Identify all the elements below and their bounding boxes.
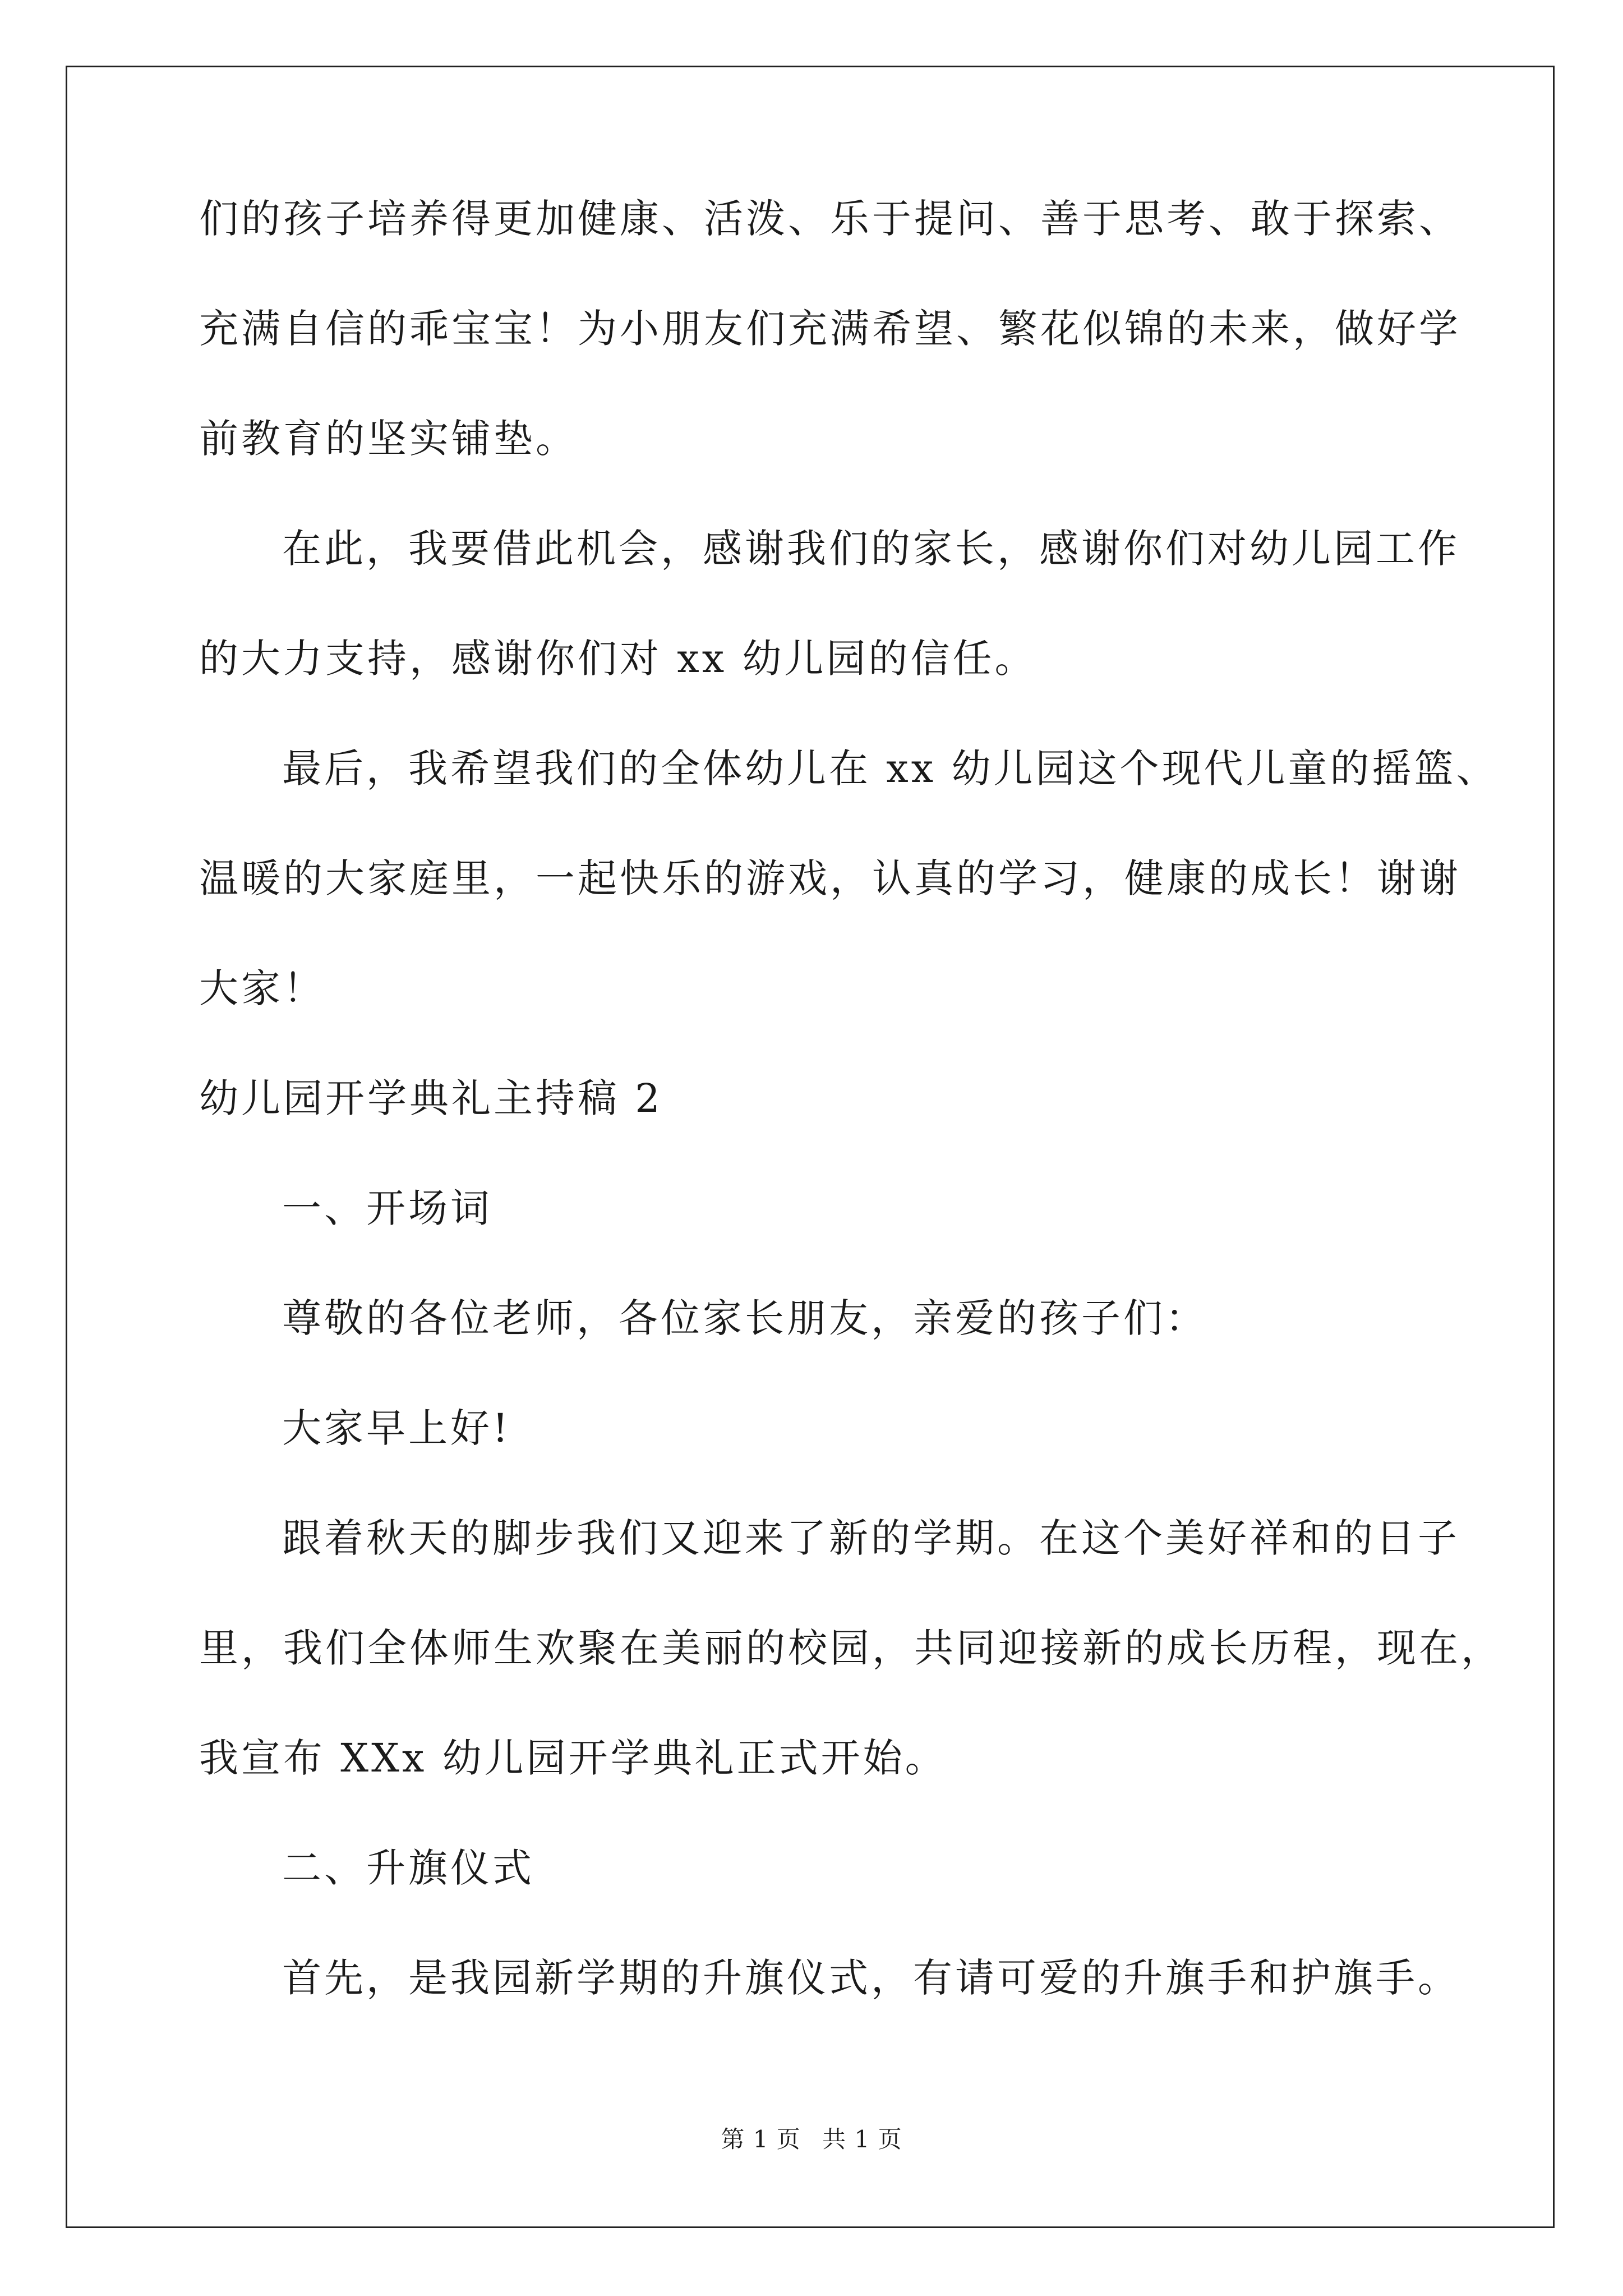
text-line: 温暖的大家庭里，一起快乐的游戏，认真的学习，健康的成长！谢谢 (199, 855, 1461, 901)
text-line: 们的孩子培养得更加健康、活泼、乐于提问、善于思考、敢于探索、 (199, 196, 1461, 242)
page-footer (0, 2124, 1623, 2155)
section-heading: 二、升旗仪式 (282, 1845, 534, 1891)
greeting-line: 大家早上好! (282, 1405, 511, 1451)
page-number: 第 1 页 (721, 2125, 801, 2153)
text-line: 我宣布 XXx 幼儿园开学典礼正式开始。 (199, 1735, 947, 1781)
salutation-line: 尊敬的各位老师，各位家长朋友，亲爱的孩子们： (282, 1295, 1207, 1341)
page-border (66, 66, 1555, 2228)
text-line: 的大力支持，感谢你们对 xx 幼儿园的信任。 (199, 636, 1037, 682)
page-total: 共 1 页 (822, 2125, 902, 2153)
text-line: 充满自信的乖宝宝！为小朋友们充满希望、繁花似锦的未来，做好学 (199, 306, 1461, 352)
paragraph-start-line: 跟着秋天的脚步我们又迎来了新的学期。在这个美好祥和的日子 (282, 1515, 1460, 1561)
text-line: 里，我们全体师生欢聚在美丽的校园，共同迎接新的成长历程，现在， (199, 1625, 1503, 1671)
text-line: 前教育的坚实铺垫。 (199, 416, 578, 462)
paragraph-start-line: 在此，我要借此机会，感谢我们的家长，感谢你们对幼儿园工作 (282, 526, 1460, 572)
section-heading: 一、开场词 (282, 1185, 492, 1231)
paragraph-start-line: 首先，是我园新学期的升旗仪式，有请可爱的升旗手和护旗手。 (282, 1955, 1460, 2001)
text-line: 大家！ (199, 965, 325, 1011)
section-title: 幼儿园开学典礼主持稿 2 (199, 1075, 663, 1121)
paragraph-start-line: 最后，我希望我们的全体幼儿在 xx 幼儿园这个现代儿童的摇篮、 (282, 746, 1498, 792)
